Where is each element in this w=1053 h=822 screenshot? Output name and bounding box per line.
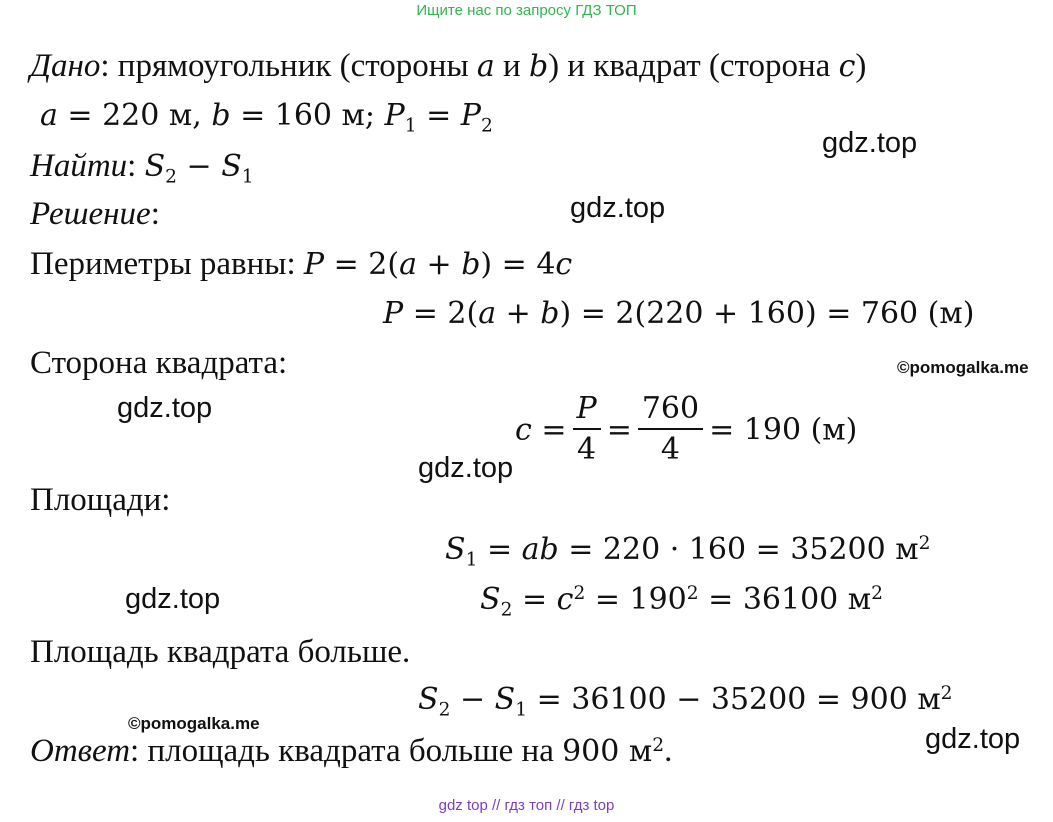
p2-sub: 2 <box>480 115 493 137</box>
perimeter-plus: + <box>416 247 462 282</box>
diff-s1: S <box>494 682 516 717</box>
p2-var: P <box>460 98 481 133</box>
var-b: b <box>528 49 549 84</box>
area-s2 <box>480 580 883 620</box>
given-text-3: ) <box>855 48 867 84</box>
area-c: c <box>556 582 574 617</box>
calc-p: P <box>383 296 404 331</box>
given-line <box>30 46 866 87</box>
calc-plus: + <box>496 296 541 331</box>
frac1-num: P <box>573 390 601 430</box>
watermark-gdz: gdz.top <box>570 192 666 224</box>
calc-b: b <box>540 296 560 331</box>
perimeter-c: c <box>555 247 573 282</box>
bottom-banner[interactable]: gdz top // гдз топ // гдз top <box>438 797 615 814</box>
side-result: = 190 (м) <box>709 412 858 448</box>
area-s2-eq: = <box>512 582 557 617</box>
given-text-1: : прямоугольник (стороны <box>100 48 477 84</box>
area-s1-calc: = 220 · 160 = 35200 м <box>558 532 919 567</box>
calc-1: = 2( <box>403 296 479 331</box>
p-equals: = <box>416 98 461 133</box>
value-b-var: b <box>211 98 231 133</box>
solution-colon: : <box>150 196 160 232</box>
perimeter-calc <box>383 294 974 334</box>
find-minus: − <box>177 149 222 184</box>
area-s2-calc-sup: 2 <box>686 582 699 604</box>
watermark-gdz: gdz.top <box>125 583 221 615</box>
area-s2-result-sup: 2 <box>871 582 883 604</box>
given-values <box>40 96 493 136</box>
area-s2-calc: = 190 <box>585 582 687 617</box>
perimeter-formula-2: ) = 4 <box>480 247 556 282</box>
side-c: c <box>515 412 532 448</box>
diff-sup: 2 <box>940 682 953 704</box>
fraction-760-over-4 <box>638 390 703 470</box>
value-b: = 160 м; <box>230 98 385 133</box>
watermark-gdz: gdz.top <box>418 452 514 484</box>
answer-line <box>30 731 672 772</box>
find-s1-sub: 1 <box>241 166 254 188</box>
p1-sub: 1 <box>404 115 417 137</box>
area-s2-result: = 36100 м <box>698 582 872 617</box>
given-label: Дано <box>30 48 101 84</box>
area-s1-eq: = <box>477 532 522 567</box>
perimeters-text: Периметры равны: <box>30 246 304 282</box>
value-a-var: a <box>40 98 58 133</box>
square-side-formula <box>515 390 857 470</box>
answer-sup: 2 <box>652 734 665 756</box>
diff-minus: − <box>450 682 495 717</box>
var-c: c <box>838 49 856 84</box>
solution-label: Решение <box>30 196 151 232</box>
watermark-pomogalka: ©pomogalka.me <box>897 358 1029 377</box>
area-s1-var: S <box>445 532 466 567</box>
area-s1-sup: 2 <box>918 532 931 554</box>
find-s2-sub: 2 <box>165 166 177 188</box>
find-s1: S <box>221 149 242 184</box>
area-s2-var: S <box>480 582 501 617</box>
area-s2-sub: 2 <box>500 599 513 621</box>
frac2-den: 4 <box>660 432 680 467</box>
perimeter-b: b <box>461 247 481 282</box>
conclusion-text: Площадь квадрата больше. <box>30 634 411 670</box>
perimeter-p: P <box>303 247 325 282</box>
square-side-text: Сторона квадрата: <box>30 345 288 381</box>
difference-formula <box>418 680 953 720</box>
area-c-sup: 2 <box>573 582 586 604</box>
value-a: = 220 м, <box>57 98 212 133</box>
var-a: a <box>476 49 495 84</box>
watermark-gdz: gdz.top <box>925 723 1021 755</box>
diff-s2: S <box>418 682 439 717</box>
diff-s2-sub: 2 <box>438 699 451 721</box>
answer-text: : площадь квадрата больше на <box>130 733 563 769</box>
perimeter-a: a <box>399 247 417 282</box>
calc-a: a <box>478 296 497 331</box>
answer-end: . <box>664 733 673 769</box>
fraction-p-over-4 <box>573 390 601 470</box>
given-text-2: ) и квадрат (сторона <box>548 48 839 84</box>
p1-var: P <box>384 98 405 133</box>
area-ab: ab <box>521 532 559 567</box>
side-eq2: = <box>606 412 632 448</box>
diff-s1-sub: 1 <box>515 699 528 721</box>
area-s1 <box>445 530 930 570</box>
side-eq1: = <box>531 412 567 448</box>
find-line <box>30 146 254 187</box>
find-s2: S <box>144 149 166 184</box>
given-and: и <box>494 48 529 84</box>
watermark-pomogalka: ©pomogalka.me <box>128 714 260 733</box>
watermark-gdz: gdz.top <box>117 392 213 424</box>
area-s1-sub: 1 <box>465 549 478 571</box>
solution-line <box>30 194 160 234</box>
perimeters-line <box>30 244 572 285</box>
answer-value: 900 м <box>562 734 653 769</box>
find-label: Найти <box>30 148 128 184</box>
frac2-num: 760 <box>638 390 703 430</box>
calc-2: ) = 2(220 + 160) = 760 (м) <box>559 296 975 331</box>
answer-label: Ответ <box>30 733 131 769</box>
watermark-gdz: gdz.top <box>822 127 918 159</box>
diff-calc: = 36100 − 35200 = 900 м <box>527 682 941 717</box>
frac1-den: 4 <box>577 432 597 467</box>
find-colon: : <box>127 148 145 184</box>
perimeter-formula-1: = 2( <box>324 247 400 282</box>
top-banner[interactable]: Ищите нас по запросу ГДЗ ТОП <box>416 2 637 19</box>
areas-text: Площади: <box>30 482 171 518</box>
